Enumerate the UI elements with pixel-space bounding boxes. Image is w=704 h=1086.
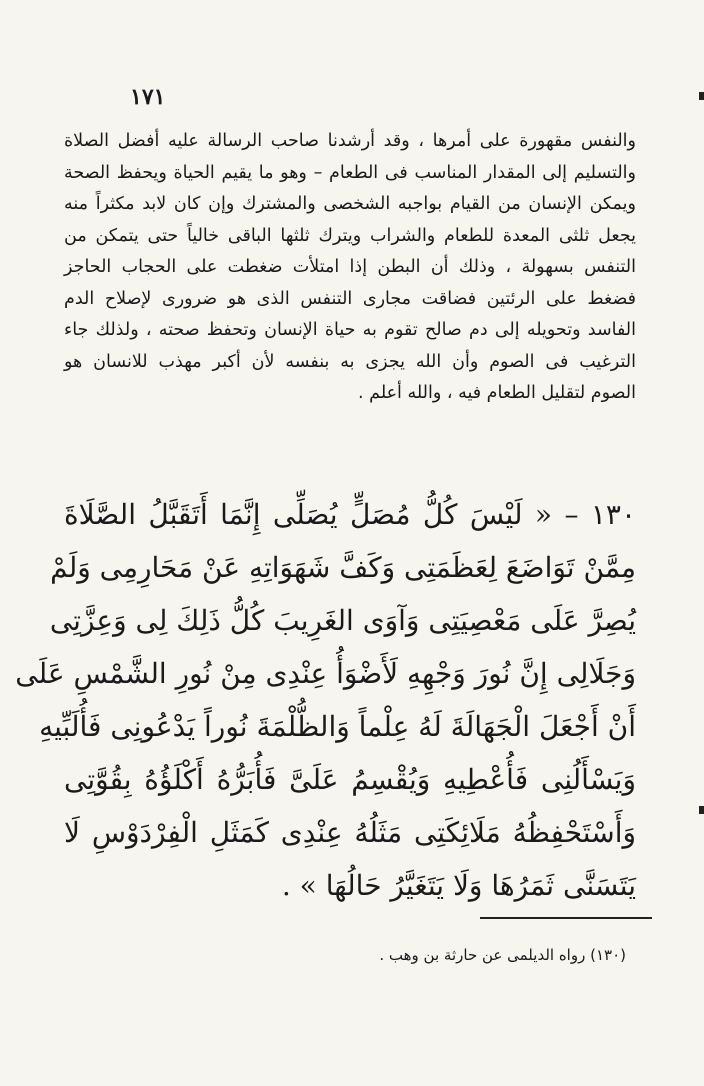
hadith-line: مِمَّنْ تَوَاضَعَ لِعَظَمَتِى وَكَفَّ شَهَوَاتِهِ عَنْ مَحَارِمِى وَلَمْ bbox=[50, 551, 636, 584]
commentary-line: التنفس بسهولة ، وذلك أن البطن إذا امتلأت ضغطت على الحجاب الحاجز bbox=[64, 257, 636, 277]
commentary-line: يجعل ثلثى المعدة للطعام والشراب ويترك ثلثها الباقى خالياً حتى يتمكن من bbox=[64, 225, 636, 246]
commentary-line: والنفس مقهورة على أمرها ، وقد أرشدنا صاحب الرسالة عليه أفضل الصلاة bbox=[64, 131, 636, 151]
hadith-line: يَتَسَنَّى ثَمَرُهَا وَلَا يَتَغَيَّرُ حَالُهَا » . bbox=[281, 869, 636, 902]
commentary-line: ويمكن الإنسان من القيام بواجبه الشخصى والمشترك وإن كان لابد مكثراً منه bbox=[64, 194, 636, 214]
hadith-line: يُصِرَّ عَلَى مَعْصِيَتِى وَآوَى الغَرِيبَ كُلُّ ذَلِكَ لِى وَعِزَّتِى bbox=[49, 604, 636, 637]
page-number: ١٧١ bbox=[130, 84, 166, 110]
margin-mark bbox=[699, 806, 704, 814]
hadith-line: ١٣٠ – « لَيْسَ كُلُّ مُصَلٍّ يُصَلِّى إِنَّمَا أَتَقَبَّلُ الصَّلَاةَ bbox=[64, 498, 636, 531]
hadith-line: وَيَسْأَلُنِى فَأُعْطِيهِ وَيُقْسِمُ عَلَىَّ فَأُبَرُّهُ أَكْلَؤُهُ بِقُوَّتِى bbox=[64, 763, 636, 796]
hadith-line: وَأَسْتَحْفِظُهُ مَلَائِكَتِى مَثَلُهُ عِنْدِى كَمَثَلِ الْفِرْدَوْسِ لَا bbox=[64, 816, 636, 849]
commentary-line: فضغط على الرئتين فضاقت مجارى التنفس الذى هو ضرورى لإصلاح الدم bbox=[64, 288, 636, 309]
footnote: (١٣٠) رواه الديلمى عن حارثة بن وهب . bbox=[379, 946, 626, 964]
footnote-divider bbox=[480, 917, 652, 919]
hadith-text bbox=[15, 488, 636, 912]
hadith-line: وَجَلَالِى إِنَّ نُورَ وَجْهِهِ لَأَضْوَأُ عِنْدِى مِنْ نُورِ الشَّمْسِ عَلَى bbox=[15, 657, 636, 690]
commentary-line: والتسليم إلى المقدار المناسب فى الطعام – وهو ما يقيم الحياة ويحفظ الصحة bbox=[64, 162, 636, 183]
hadith-line: أَنْ أَجْعَلَ الْجَهَالَةَ لَهُ عِلْماً وَالظُّلْمَةَ نُوراً يَدْعُونِى فَأُلَبِّيهِ bbox=[39, 710, 636, 743]
commentary-line: الصوم لتقليل الطعام فيه ، والله أعلم . bbox=[358, 383, 636, 403]
commentary-line: الفاسد وتحويله إلى دم صالح تقوم به حياة الإنسان وتحفظ صحته ، ولذلك جاء bbox=[64, 320, 636, 340]
margin-mark bbox=[699, 92, 704, 100]
commentary-paragraph bbox=[64, 126, 636, 410]
commentary-line: الترغيب فى الصوم وأن الله يجزى به بنفسه لأن أكبر مهذب للانسان هو bbox=[64, 351, 636, 372]
